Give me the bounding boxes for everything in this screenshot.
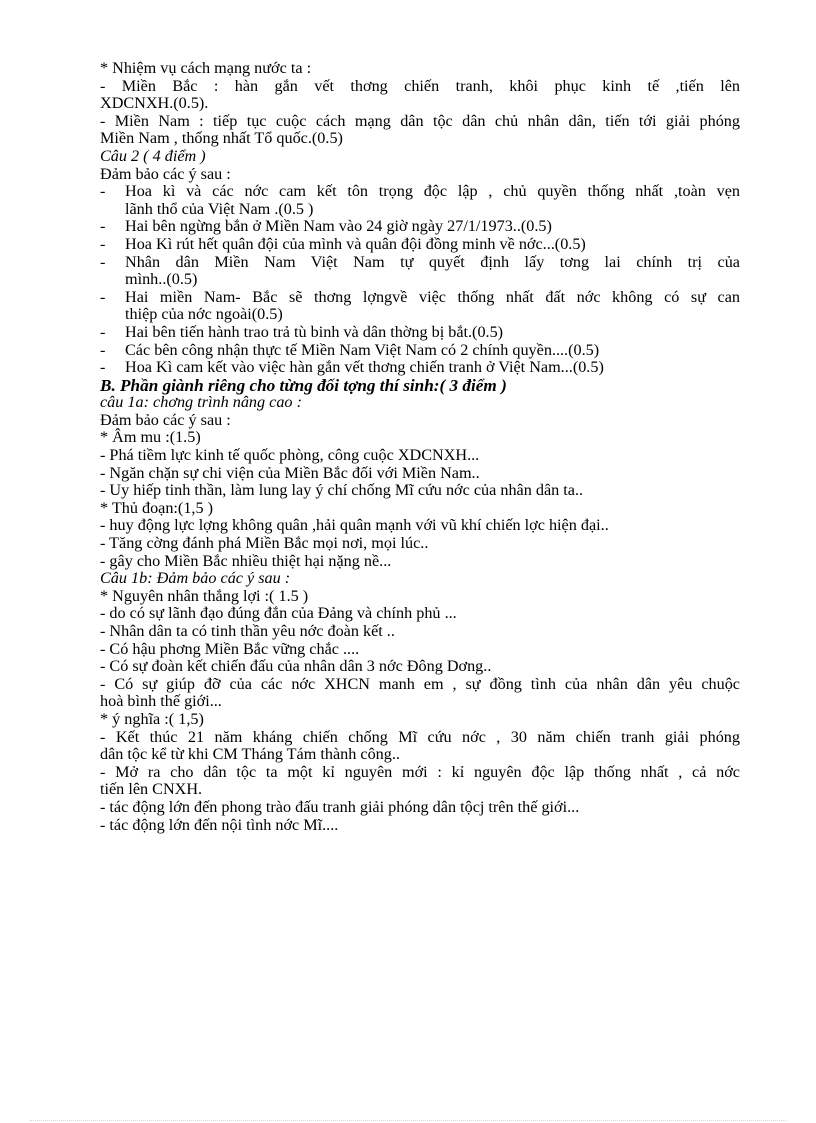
task-heading: * Nhiệm vụ cách mạng nước ta : bbox=[100, 59, 312, 77]
plot-item: - Phá tiềm lực kinh tế quốc phòng, công cuộc XDCNXH... bbox=[100, 446, 480, 465]
list-item bbox=[100, 236, 740, 254]
tactics-heading: * Thủ đoạn:(1,5 ) bbox=[100, 498, 213, 517]
list-item-text: lãnh thổ của Việt Nam .(0.5 ) bbox=[125, 199, 314, 218]
bullet-dash: - bbox=[100, 252, 106, 271]
bullet-dash: - bbox=[100, 217, 106, 236]
plot-heading: * Âm mu :(1.5) bbox=[100, 428, 201, 447]
victory-cause-item: - do có sự lãnh đạo đúng đắn của Đảng và chính phủ ... bbox=[100, 604, 457, 623]
document-body bbox=[100, 60, 740, 834]
list-item bbox=[100, 254, 740, 289]
list-item-text: Hai bên tiến hành trao trả tù binh và dân thờng bị bắt.(0.5) bbox=[125, 322, 504, 341]
victory-causes-heading: * Nguyên nhân thắng lợi :( 1.5 ) bbox=[100, 586, 309, 605]
list-item bbox=[100, 342, 740, 360]
question-2-intro: Đảm bảo các ý sau : bbox=[100, 164, 231, 183]
tactics-item: - huy động lực lợng không quân ,hải quân mạnh với vũ khí chiến lợc hiện đại.. bbox=[100, 516, 609, 535]
question-1a-heading: câu 1a: chơng trình nâng cao : bbox=[100, 393, 302, 412]
list-item-text: Hoa kì và các nớc cam kết tôn trọng độc lập , chủ quyền thống nhất ,toàn vẹn bbox=[125, 182, 740, 201]
page-bottom-divider bbox=[30, 1120, 786, 1121]
list-item-text: Các bên công nhận thực tế Miền Nam Việt Nam có 2 chính quyền....(0.5) bbox=[125, 340, 600, 359]
list-item-text: Hai bên ngừng bắn ở Miền Nam vào 24 giờ ngày 27/1/1973..(0.5) bbox=[125, 217, 552, 236]
south-task-line2: Miền Nam , thống nhất Tổ quốc.(0.5) bbox=[100, 129, 343, 148]
significance-heading: * ý nghĩa :( 1,5) bbox=[100, 709, 204, 728]
significance-item: - Kết thúc 21 năm kháng chiến chống Mĩ cứu nớc , 30 năm chiến tranh giải phóng bbox=[100, 727, 740, 746]
list-item bbox=[100, 324, 740, 342]
list-item-text: Hai miền Nam- Bắc sẽ thơng lợngvề việc thống nhất đất nớc không có sự can bbox=[125, 287, 740, 306]
victory-cause-item: - Có hậu phơng Miền Bắc vững chắc .... bbox=[100, 639, 360, 658]
question-1b-heading: Câu 1b: Đảm bảo các ý sau : bbox=[100, 569, 291, 588]
bullet-dash: - bbox=[100, 234, 106, 253]
list-item-text: thiệp của nớc ngoài(0.5) bbox=[125, 305, 283, 324]
list-item-text: mình..(0.5) bbox=[125, 270, 198, 289]
question-1a-intro: Đảm bảo các ý sau : bbox=[100, 410, 231, 429]
bullet-dash: - bbox=[100, 322, 106, 341]
south-task-line1: - Miền Nam : tiếp tục cuộc cách mạng dân tộc dân chủ nhân dân, tiến tới giải phóng bbox=[100, 111, 740, 130]
list-item bbox=[100, 218, 740, 236]
victory-cause-item-cont: hoà bình thế giới... bbox=[100, 692, 222, 711]
list-item bbox=[100, 183, 740, 218]
north-task-line1: - Miền Bắc : hàn gắn vết thơng chiến tranh, khôi phục kinh tế ,tiến lên bbox=[100, 76, 740, 95]
significance-item: - tác động lớn đến phong trào đấu tranh giải phóng dân tộcj trên thế giới... bbox=[100, 797, 580, 816]
list-item bbox=[100, 359, 740, 377]
plot-item: - Ngăn chặn sự chi viện của Miền Bắc đối với Miền Nam.. bbox=[100, 463, 480, 482]
bullet-dash: - bbox=[100, 358, 106, 377]
plot-item: - Uy hiếp tinh thần, làm lung lay ý chí chống Mĩ cứu nớc của nhân dân ta.. bbox=[100, 481, 584, 500]
significance-item-cont: tiến lên CNXH. bbox=[100, 780, 203, 799]
list-item-text: Hoa Kì rút hết quân đội của mình và quân đội đồng minh về nớc...(0.5) bbox=[125, 234, 586, 253]
tactics-item: - gây cho Miền Bắc nhiều thiệt hại nặng nề... bbox=[100, 551, 392, 570]
bullet-dash: - bbox=[100, 340, 106, 359]
section-b-heading: B. Phần giành riêng cho từng đối tợng thí sinh:( 3 điểm ) bbox=[100, 375, 507, 395]
tactics-item: - Tăng cờng đánh phá Miền Bắc mọi nơi, mọi lúc.. bbox=[100, 534, 429, 553]
victory-cause-item: - Có sự đoàn kết chiến đấu của nhân dân 3 nớc Đông Dơng.. bbox=[100, 657, 492, 676]
significance-item: - tác động lớn đến nội tình nớc Mĩ.... bbox=[100, 815, 339, 834]
north-task-line2: XDCNXH.(0.5). bbox=[100, 94, 209, 113]
bullet-dash: - bbox=[100, 287, 106, 306]
list-item-text: Hoa Kì cam kết vào việc hàn gắn vết thơng chiến tranh ở Việt Nam...(0.5) bbox=[125, 358, 604, 377]
list-item bbox=[100, 289, 740, 324]
victory-cause-item: - Có sự giúp đỡ của các nớc XHCN manh em , sự đồng tình của nhân dân yêu chuộc bbox=[100, 674, 740, 693]
significance-item-cont: dân tộc kể từ khi CM Tháng Tám thành công.. bbox=[100, 745, 400, 764]
victory-cause-item: - Nhân dân ta có tinh thần yêu nớc đoàn kết .. bbox=[100, 622, 395, 640]
question-2-heading: Câu 2 ( 4 điểm ) bbox=[100, 146, 206, 165]
list-item-text: Nhân dân Miền Nam Việt Nam tự quyết định lấy tơng lai chính trị của bbox=[125, 252, 740, 271]
bullet-dash: - bbox=[100, 182, 106, 201]
significance-item: - Mở ra cho dân tộc ta một kỉ nguyên mới : kỉ nguyên độc lập thống nhất , cả nớc bbox=[100, 762, 740, 781]
